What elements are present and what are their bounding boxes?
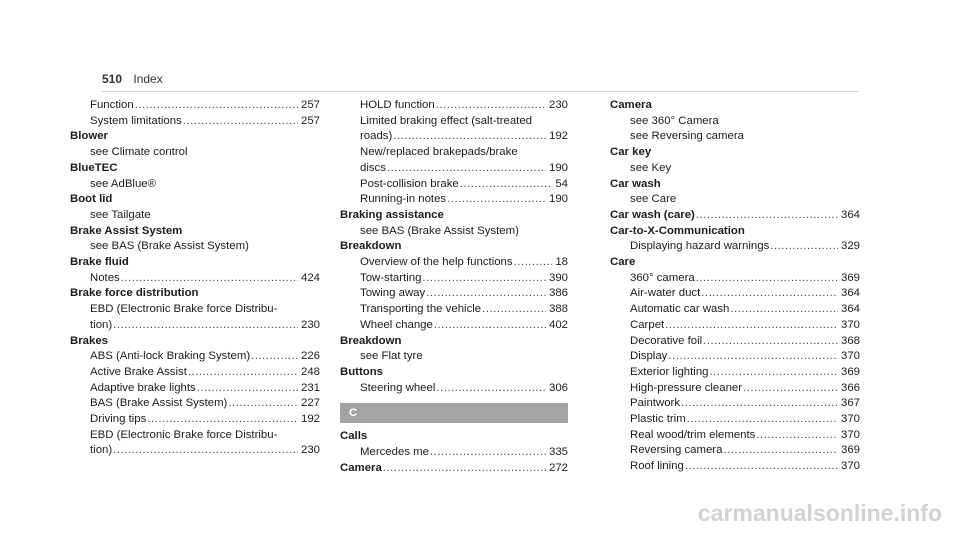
index-heading: Camera (610, 99, 652, 111)
page-reference[interactable]: 386 (548, 287, 568, 300)
entry-label: Wheel change (360, 318, 433, 331)
page-reference[interactable]: 370 (840, 428, 860, 441)
index-reference[interactable]: see Flat tyre (360, 350, 423, 363)
section-title: Index (133, 72, 163, 86)
dot-leader (743, 381, 838, 397)
entry-label: Reversing camera (630, 444, 723, 457)
dot-leader (701, 286, 838, 302)
dot-leader (434, 318, 546, 334)
page-reference[interactable]: 424 (300, 271, 320, 284)
entry-label: Mercedes me (360, 446, 430, 459)
entry-label: Automatic car wash (630, 303, 730, 316)
index-reference[interactable]: see 360° Camera (630, 114, 719, 127)
entry-label: Air-water duct (630, 287, 701, 300)
index-entry[interactable] (610, 365, 860, 381)
index-reference: EBD (Electronic Brake force Distribu- (90, 303, 278, 316)
entry-label: tion) (90, 444, 113, 457)
page-reference[interactable]: 402 (548, 318, 568, 331)
dot-leader (228, 396, 298, 412)
dot-leader (730, 302, 838, 318)
entry-label: Plastic trim (630, 413, 686, 426)
page-reference[interactable]: 230 (300, 318, 320, 331)
index-entry[interactable] (340, 98, 568, 114)
dot-leader (383, 461, 546, 477)
entry-label: HOLD function (360, 99, 435, 111)
dot-leader (183, 114, 298, 130)
entry-label: Display (630, 350, 668, 363)
entry-label: BAS (Brake Assist System) (90, 397, 228, 410)
dot-leader (251, 349, 298, 365)
entry-label: tion) (90, 318, 113, 331)
page-reference[interactable]: 257 (300, 114, 320, 127)
index-entry[interactable] (70, 443, 320, 459)
dot-leader (723, 443, 838, 459)
dot-leader (387, 161, 546, 177)
index-entry[interactable] (70, 98, 320, 114)
index-heading: Brakes (70, 334, 108, 347)
dot-leader (430, 445, 546, 461)
page-reference[interactable]: 367 (840, 397, 860, 410)
dot-leader (482, 302, 546, 318)
index-heading: Care (610, 256, 636, 269)
index-column-1 (70, 98, 320, 459)
index-reference[interactable]: see BAS (Brake Assist System) (360, 224, 519, 237)
entry-label: Overview of the help functions (360, 256, 513, 269)
index-entry[interactable] (610, 459, 860, 475)
page-reference[interactable]: 272 (548, 461, 568, 474)
index-column-2 (340, 98, 568, 476)
entry-label: Transporting the vehicle (360, 303, 482, 316)
index-entry[interactable] (70, 381, 320, 397)
dot-leader (426, 286, 546, 302)
index-entry[interactable] (610, 239, 860, 255)
entry-label: Active Brake Assist (90, 365, 187, 378)
page-reference[interactable]: 390 (548, 271, 568, 284)
index-entry[interactable] (610, 443, 860, 459)
page-reference[interactable]: 18 (555, 256, 568, 269)
page-reference[interactable]: 329 (840, 240, 860, 253)
entry-label: Camera (340, 461, 382, 474)
index-entry[interactable] (610, 302, 860, 318)
dot-leader (113, 443, 298, 459)
index-entry[interactable] (70, 396, 320, 412)
dot-leader (188, 365, 298, 381)
index-reference: Limited braking effect (salt-treated (360, 114, 532, 127)
page-reference[interactable]: 190 (548, 161, 568, 174)
index-heading: Buttons (340, 365, 384, 378)
entry-label: Decorative foil (630, 334, 703, 347)
index-entry[interactable] (610, 428, 860, 444)
index-heading: BlueTEC (70, 161, 118, 174)
entry-label: Towing away (360, 287, 426, 300)
index-entry[interactable] (70, 114, 320, 130)
entry-label: Post-collision brake (360, 177, 459, 190)
page-number: 510 (102, 72, 123, 86)
entry-label: Real wood/trim elements (630, 428, 756, 441)
page-reference[interactable]: 54 (555, 177, 568, 190)
page-reference[interactable]: 364 (840, 287, 860, 300)
dot-leader (696, 208, 838, 224)
dot-leader (756, 428, 838, 444)
dot-leader (687, 412, 838, 428)
page-reference[interactable]: 257 (300, 99, 320, 111)
index-reference: EBD (Electronic Brake force Distribu- (90, 428, 278, 441)
index-reference[interactable]: see BAS (Brake Assist System) (90, 240, 249, 253)
index-entry[interactable] (340, 302, 568, 318)
dot-leader (681, 396, 838, 412)
index-entry[interactable] (340, 192, 568, 208)
dot-leader (668, 349, 838, 365)
entry-label: Steering wheel (360, 381, 436, 394)
page-reference[interactable]: 370 (840, 460, 860, 473)
index-heading: Brake force distribution (70, 287, 199, 300)
entry-label: Notes (90, 271, 120, 284)
page-reference[interactable]: 306 (548, 381, 568, 394)
index-reference: New/replaced brakepads/brake (360, 146, 518, 159)
entry-label: High-pressure cleaner (630, 381, 743, 394)
index-heading: Car-to-X-Communication (610, 224, 745, 237)
index-entry[interactable] (340, 461, 568, 477)
section-letter-bar: C (340, 403, 568, 423)
entry-label: 360° camera (630, 271, 695, 284)
page-reference[interactable]: 190 (548, 193, 568, 206)
page-reference[interactable]: 388 (548, 303, 568, 316)
index-entry[interactable] (610, 412, 860, 428)
index-reference[interactable]: see AdBlue® (90, 177, 157, 190)
watermark: carmanualsonline.info (697, 500, 942, 526)
dot-leader (447, 192, 546, 208)
page-reference[interactable]: 368 (840, 334, 860, 347)
entry-label: Car wash (care) (610, 208, 695, 221)
dot-leader (121, 271, 298, 287)
index-reference[interactable]: see Key (630, 161, 672, 174)
index-entry[interactable] (610, 349, 860, 365)
index-heading: Calls (340, 430, 368, 443)
index-entry[interactable] (340, 381, 568, 397)
page-reference[interactable]: 370 (840, 413, 860, 426)
entry-label: Carpet (630, 318, 665, 331)
index-heading: Brake fluid (70, 256, 129, 269)
index-heading: Brake Assist System (70, 224, 183, 237)
page-reference[interactable]: 248 (300, 365, 320, 378)
dot-leader (197, 381, 298, 397)
index-entry[interactable] (610, 381, 860, 397)
index-heading: Breakdown (340, 240, 402, 253)
index-entry[interactable] (340, 445, 568, 461)
index-entry[interactable] (340, 255, 568, 271)
entry-label: Exterior lighting (630, 365, 709, 378)
index-heading: Breakdown (340, 334, 402, 347)
page-reference[interactable]: 366 (840, 381, 860, 394)
index-reference[interactable]: see Climate control (90, 146, 188, 159)
entry-label: roads) (360, 130, 393, 143)
index-reference[interactable]: see Tailgate (90, 208, 151, 221)
entry-label: System limitations (90, 114, 182, 127)
page-reference[interactable]: 370 (840, 350, 860, 363)
entry-label: Function (90, 99, 134, 111)
index-heading: Boot lid (70, 193, 113, 206)
index-entry[interactable] (340, 286, 568, 302)
dot-leader (147, 412, 298, 428)
page-reference[interactable]: 230 (548, 99, 568, 111)
index-column-3 (610, 98, 860, 475)
index-reference[interactable]: see Reversing camera (630, 130, 744, 143)
dot-leader (685, 459, 838, 475)
page-reference[interactable]: 231 (300, 381, 320, 394)
page-reference[interactable]: 192 (300, 413, 320, 426)
page-reference[interactable]: 192 (548, 130, 568, 143)
index-entry[interactable] (340, 129, 568, 145)
index-heading: Braking assistance (340, 208, 444, 221)
dot-leader (696, 271, 838, 287)
index-entry[interactable] (610, 318, 860, 334)
entry-label: Paintwork (630, 397, 681, 410)
index-entry[interactable] (610, 208, 860, 224)
dot-leader (770, 239, 838, 255)
index-entry[interactable] (340, 161, 568, 177)
index-entry[interactable] (70, 412, 320, 428)
page-reference[interactable]: 226 (300, 350, 320, 363)
entry-label: Roof lining (630, 460, 684, 473)
index-entry[interactable] (70, 271, 320, 287)
index-entry[interactable] (610, 334, 860, 350)
page-reference[interactable]: 364 (840, 303, 860, 316)
dot-leader (422, 271, 546, 287)
dot-leader (436, 98, 546, 114)
dot-leader (514, 255, 553, 271)
dot-leader (665, 318, 838, 334)
page-reference[interactable]: 369 (840, 365, 860, 378)
dot-leader (113, 318, 298, 334)
dot-leader (460, 177, 553, 193)
index-entry[interactable] (70, 365, 320, 381)
dot-leader (393, 129, 546, 145)
entry-label: ABS (Anti-lock Braking System) (90, 350, 251, 363)
page-reference[interactable]: 369 (840, 271, 860, 284)
index-entry[interactable] (70, 318, 320, 334)
page-reference[interactable]: 369 (840, 444, 860, 457)
index-heading: Car key (610, 146, 652, 159)
dot-leader (703, 334, 838, 350)
index-entry[interactable] (610, 286, 860, 302)
index-entry[interactable] (340, 177, 568, 193)
index-entry[interactable] (340, 271, 568, 287)
page-reference[interactable]: 230 (300, 444, 320, 457)
page-reference[interactable]: 227 (300, 397, 320, 410)
entry-label: Driving tips (90, 413, 147, 426)
page-reference[interactable]: 364 (840, 208, 860, 221)
entry-label: Displaying hazard warnings (630, 240, 770, 253)
dot-leader (710, 365, 838, 381)
entry-label: Running-in notes (360, 193, 447, 206)
index-entry[interactable] (70, 349, 320, 365)
index-entry[interactable] (610, 396, 860, 412)
dot-leader (135, 98, 298, 114)
index-heading: Blower (70, 130, 108, 143)
page-reference[interactable]: 370 (840, 318, 860, 331)
entry-label: discs (360, 161, 386, 174)
entry-label: Tow-starting (360, 271, 422, 284)
page-header (102, 72, 163, 86)
index-heading: Car wash (610, 177, 661, 190)
page-reference[interactable]: 335 (548, 446, 568, 459)
index-entry[interactable] (610, 271, 860, 287)
dot-leader (436, 381, 546, 397)
index-reference[interactable]: see Care (630, 193, 677, 206)
entry-label: Adaptive brake lights (90, 381, 196, 394)
header-divider (102, 91, 858, 92)
index-entry[interactable] (340, 318, 568, 334)
